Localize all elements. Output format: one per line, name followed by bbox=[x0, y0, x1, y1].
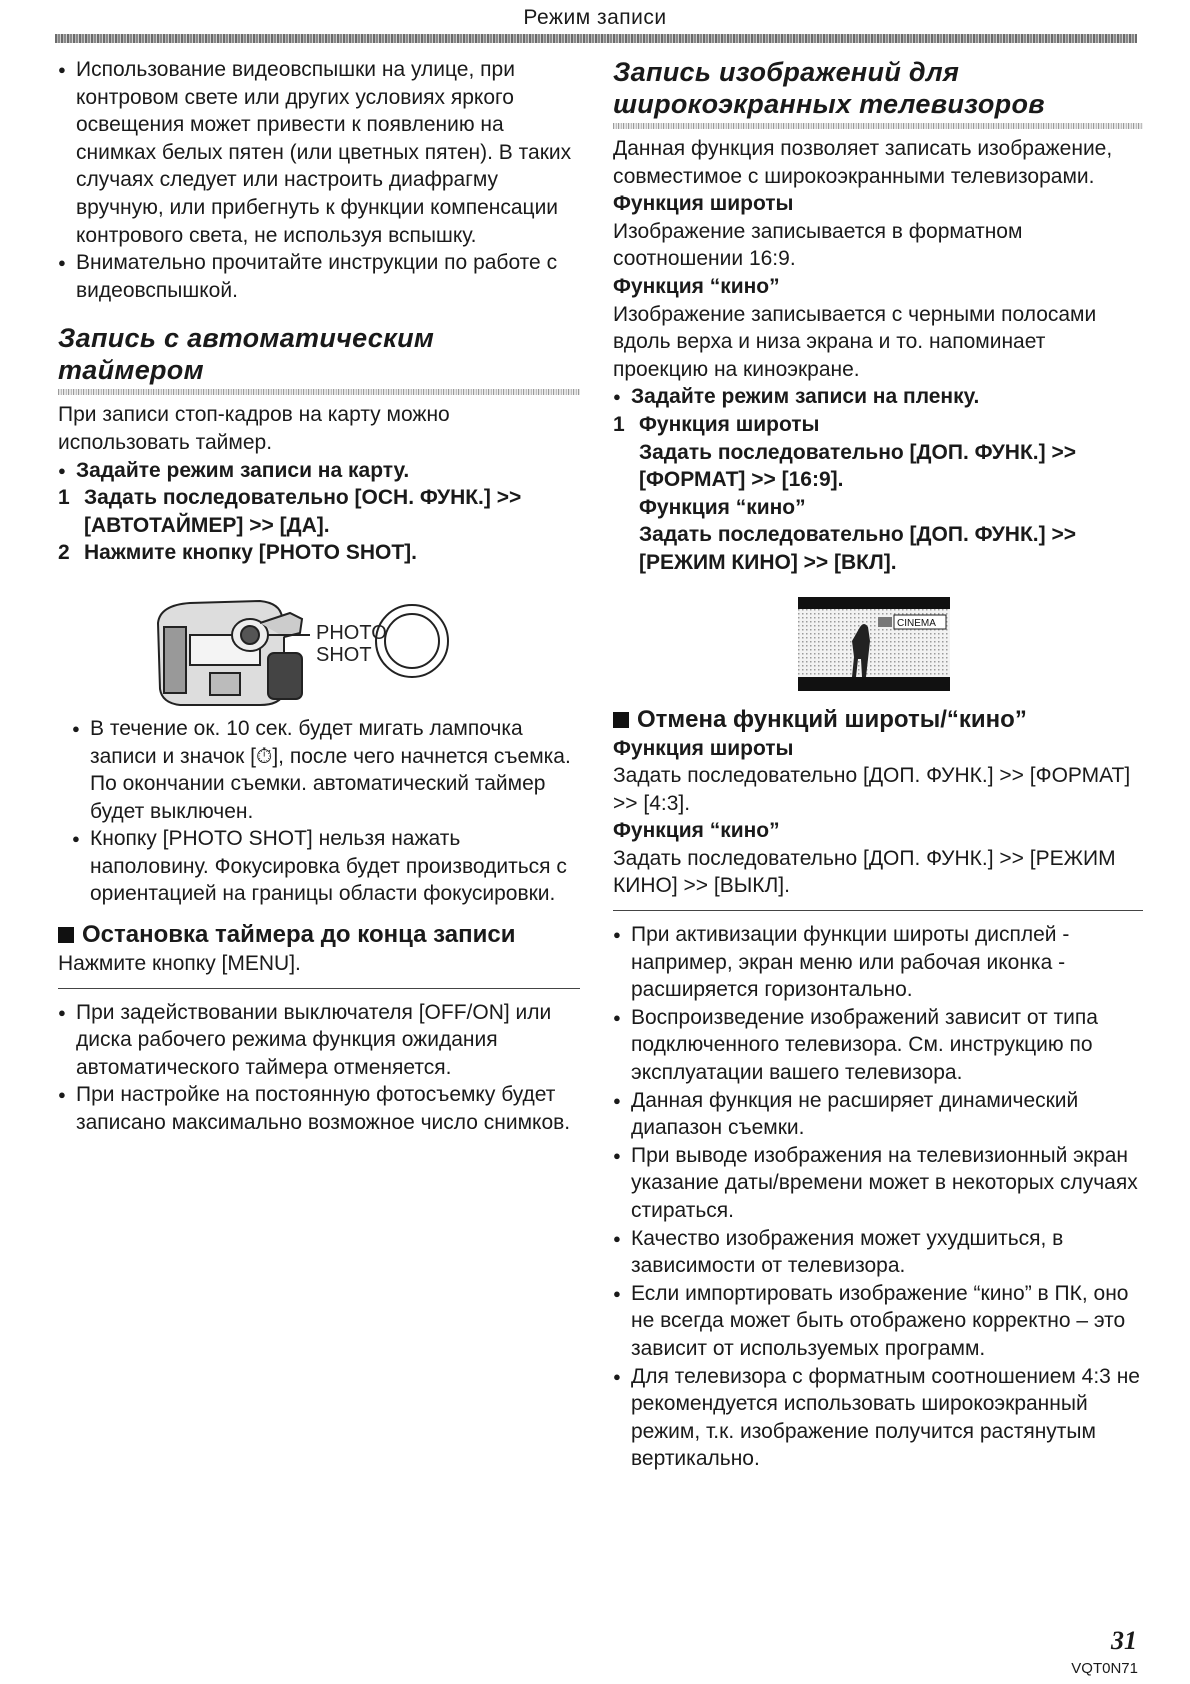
step-text: Нажмите кнопку [PHOTO SHOT]. bbox=[84, 541, 417, 565]
timer-intro: При записи стоп-кадров на карту можно использовать таймер. bbox=[58, 403, 450, 454]
note-display-expands: ● При активизации функции широты дисплей - например, экран меню или рабочая иконка - расширяется горизонтально. bbox=[613, 921, 1143, 1004]
footer-note-burst: ● При настройке на постоянную фотосъемку будет записано максимально возможное число снимков. bbox=[58, 1081, 580, 1136]
timer-note-focus: ● Кнопку [PHOTO SHOT] нельзя нажать наполовину. Фокусировка будет производиться с ориентацией на границы области фокусировки. bbox=[72, 825, 580, 908]
step-cinema-label: Функция “кино” bbox=[639, 495, 806, 519]
left-column bbox=[58, 56, 580, 1137]
wide-function-label: Функция широты bbox=[613, 192, 794, 216]
note-tv-dependent: ● Воспроизведение изображений зависит от типа подключенного телевизора. См. инструкцию по эксплуатации вашего телевизора. bbox=[613, 1004, 1143, 1087]
cinema-function-text: Изображение записывается с черными полосами вдоль верха и низа экрана и то. напоминает проекцию на киноэкране. bbox=[613, 302, 1097, 381]
note-dynamic-range: ● Данная функция не расширяет динамический диапазон съемки. bbox=[613, 1087, 1143, 1142]
step-cinema-text: Задать последовательно [ДОП. ФУНК.] >> [РЕЖИМ КИНО] >> [ВКЛ]. bbox=[639, 523, 1076, 574]
document-code: VQT0N71 bbox=[1071, 1660, 1138, 1677]
header-bar bbox=[55, 34, 1137, 43]
cancel-wide-text: Задать последовательно [ДОП. ФУНК.] >> [ФОРМАТ] >> [4:3]. bbox=[613, 764, 1131, 815]
photo-label: PHOTO bbox=[316, 621, 387, 644]
note-quality: ● Качество изображения может ухудшиться, в зависимости от телевизора. bbox=[613, 1225, 1143, 1280]
wide-intro: Данная функция позволяет записать изображение, совместимое с широкоэкранными телевизорами. bbox=[613, 137, 1113, 188]
divider bbox=[58, 988, 580, 989]
timer-note-blink: ● В течение ок. 10 сек. будет мигать лампочка записи и значок [⏱], после чего начнется съемка. По окончании съемки. автоматический таймер будет выключен. bbox=[72, 715, 580, 825]
step-number: 2 bbox=[58, 541, 70, 565]
shot-label: SHOT bbox=[316, 643, 372, 666]
tape-mode-bullet: ● Задайте режим записи на пленку. bbox=[613, 383, 1143, 411]
page-header-title: Режим записи bbox=[523, 6, 667, 29]
timer-step-2 bbox=[58, 539, 580, 567]
step-wide-label: Функция широты bbox=[639, 412, 820, 436]
cinema-badge-text: CINEMA bbox=[897, 617, 936, 629]
section-rule bbox=[58, 389, 580, 395]
section-rule bbox=[613, 123, 1143, 129]
footer-note-switch: ● При задействовании выключателя [OFF/ON] или диска рабочего режима функция ожидания автоматического таймера отменяется. bbox=[58, 999, 580, 1082]
cancel-wide-label: Функция широты bbox=[613, 736, 794, 760]
timer-section-title: Запись с автоматическим таймером bbox=[58, 323, 435, 386]
divider bbox=[613, 910, 1143, 911]
stop-timer-title: Остановка таймера до конца записи bbox=[58, 920, 580, 950]
cinema-mode-screen-figure bbox=[798, 597, 950, 691]
camcorder-photo-shot-figure bbox=[150, 593, 470, 711]
step-number: 1 bbox=[58, 486, 70, 510]
cancel-cinema-label: Функция “кино” bbox=[613, 819, 780, 843]
wide-function-text: Изображение записывается в форматном соотношении 16:9. bbox=[613, 219, 1023, 271]
right-column bbox=[613, 56, 1143, 1473]
flash-warning-bullet: ● Использование видеовспышки на улице, при контровом свете или других условиях яркого освещения может привести к появлению на снимках белых пятен (или цветных пятен). В таких случаях следует или настроить диафрагму вручную, или прибегнуть к функции компенсации контрового света, не используя вспышку. bbox=[58, 56, 580, 249]
cinema-function-label: Функция “кино” bbox=[613, 274, 780, 298]
wide-section-title-line2: широкоэкранных телевизоров bbox=[613, 89, 1045, 119]
stop-timer-text: Нажмите кнопку [MENU]. bbox=[58, 952, 301, 976]
timer-step-1 bbox=[58, 484, 580, 539]
cancel-cinema-text: Задать последовательно [ДОП. ФУНК.] >> [РЕЖИМ КИНО] >> [ВЫКЛ]. bbox=[613, 846, 1116, 898]
step-text: Задать последовательно [ОСН. ФУНК.] >> [АВТОТАЙМЕР] >> [ДА]. bbox=[84, 486, 522, 537]
wide-step-1 bbox=[613, 411, 1143, 439]
note-date-time: ● При выводе изображения на телевизионный экран указание даты/времени может в некоторых случаях стираться. bbox=[613, 1142, 1143, 1225]
step-number: 1 bbox=[613, 412, 625, 436]
square-bullet-icon bbox=[58, 927, 74, 943]
page-number: 31 bbox=[1111, 1626, 1137, 1655]
note-4-3-tv: ● Для телевизора с форматным соотношением 4:3 не рекомендуется использовать широкоэкранный режим, т.к. изображение получится растянутым вертикально. bbox=[613, 1363, 1143, 1473]
square-bullet-icon bbox=[613, 712, 629, 728]
cancel-section-title: Отмена функций широты/“кино” bbox=[613, 705, 1143, 735]
note-pc-import: ● Если импортировать изображение “кино” в ПК, оно не всегда может быть отображено корректно – это зависит от используемых программ. bbox=[613, 1280, 1143, 1363]
timer-mode-bullet: ● Задайте режим записи на карту. bbox=[58, 457, 580, 485]
wide-section-title-line1: Запись изображений для bbox=[613, 57, 960, 87]
step-wide-text: Задать последовательно [ДОП. ФУНК.] >> [ФОРМАТ] >> [16:9]. bbox=[639, 440, 1076, 492]
flash-instructions-bullet: ● Внимательно прочитайте инструкции по работе с видеовспышкой. bbox=[58, 249, 580, 304]
